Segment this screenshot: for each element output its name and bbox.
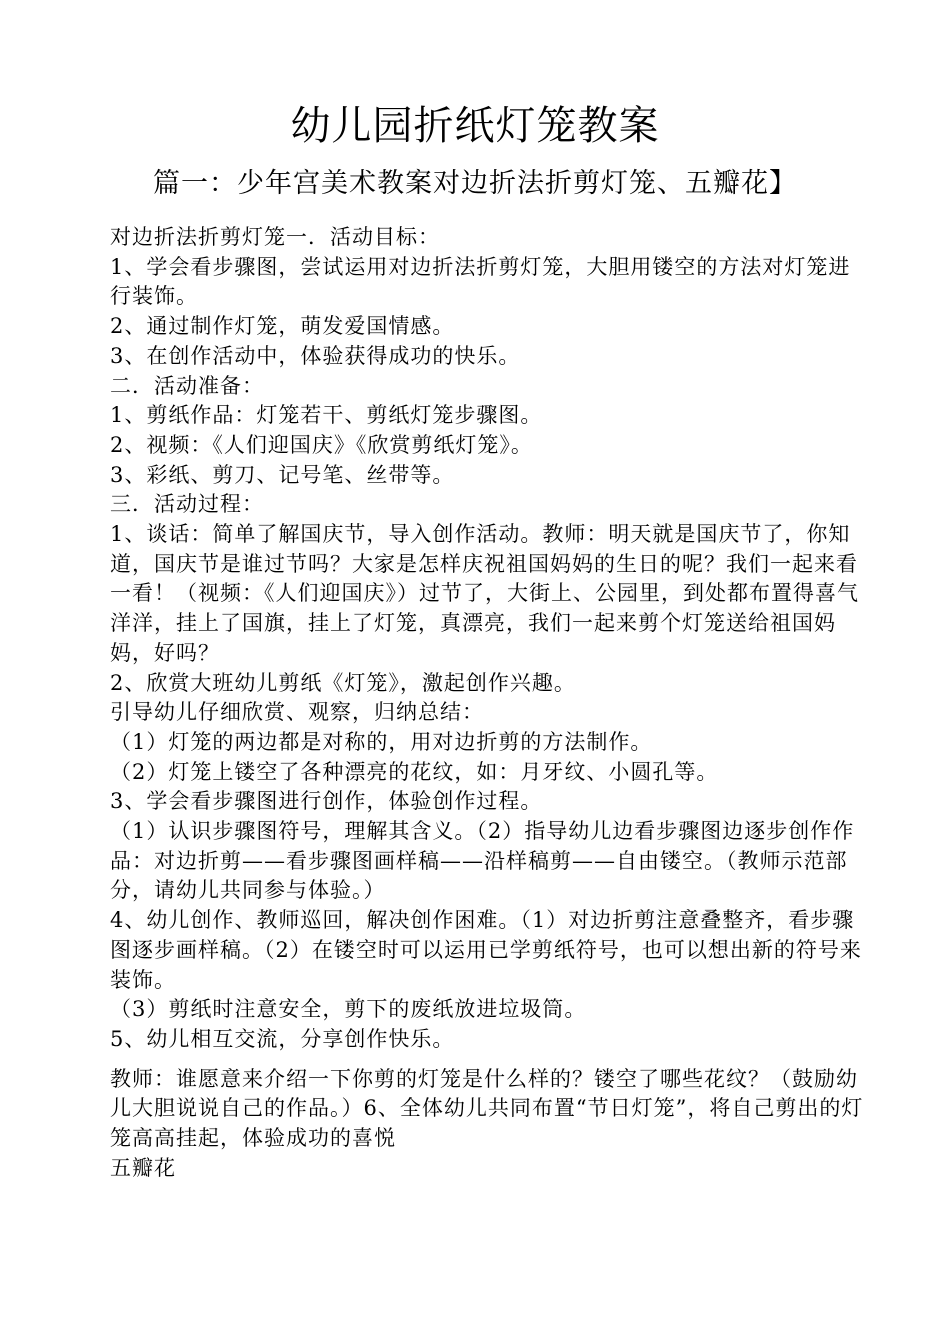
paragraph-process-5: 5、幼儿相互交流，分享创作快乐。: [110, 1026, 455, 1051]
paragraph-process-4: 4、幼儿创作、教师巡回，解决创作困难。（1）对边折剪注意叠整齐，看步骤图逐步画样稿。（2）在镂空时可以运用已学剪纸符号，也可以想出新的符号来装饰。: [110, 908, 862, 992]
paragraph-objectives-heading: 对边折法折剪灯笼一．活动目标：: [110, 225, 440, 249]
paragraph-safety: （3）剪纸时注意安全，剪下的废纸放进垃圾筒。: [110, 997, 587, 1022]
paragraph-process-heading: 三．活动过程：: [110, 492, 264, 517]
paragraph-step-diagram: （1）认识步骤图符号，理解其含义。（2）指导幼儿边看步骤图边逐步创作作品：对边折剪——看步骤图画样稿——沿样稿剪——自由镂空。（教师示范部分，请幼儿共同参与体验。）: [110, 819, 855, 903]
document-subtitle: 篇一：少年宫美术教案对边折法折剪灯笼、五瓣花】: [153, 168, 797, 199]
paragraph-process-3: 3、学会看步骤图进行创作，体验创作过程。: [110, 789, 543, 814]
paragraph-process-1: 1、谈话：简单了解国庆节，导入创作活动。教师：明天就是国庆节了，你知道，国庆节是谁过节吗？大家是怎样庆祝祖国妈妈的生日的呢？我们一起来看一看！（视频：《人们迎国庆》）过节了，大街上、公园里，到处都布置得喜气洋洋，挂上了国旗，挂上了灯笼，真漂亮，我们一起来剪个灯笼送给祖国妈妈，好吗？: [110, 522, 859, 665]
paragraph-objective-2: 2、通过制作灯笼，萌发爱国情感。: [110, 314, 455, 339]
paragraph-teacher-talk: 教师：谁愿意来介绍一下你剪的灯笼是什么样的？镂空了哪些花纹？（鼓励幼儿大胆说说自己的作品。）6、全体幼儿共同布置“节日灯笼”，将自己剪出的灯笼高高挂起，体验成功的喜悦: [110, 1066, 864, 1151]
paragraph-five-petal-flower: 五瓣花: [110, 1155, 176, 1180]
paragraph-preparation-3: 3、彩纸、剪刀、记号笔、丝带等。: [110, 462, 455, 487]
paragraph-objective-3: 3、在创作活动中，体验获得成功的快乐。: [110, 343, 521, 368]
paragraph-preparation-2: 2、视频：《人们迎国庆》《欣赏剪纸灯笼》。: [110, 432, 533, 457]
paragraph-preparation-1: 1、剪纸作品：灯笼若干、剪纸灯笼步骤图。: [110, 403, 543, 428]
document-title: 幼儿园折纸灯笼教案: [290, 103, 660, 149]
paragraph-summary-2: （2）灯笼上镂空了各种漂亮的花纹，如：月牙纹、小圆孔等。: [110, 759, 719, 784]
document-body: [110, 223, 865, 1184]
paragraph-summary-1: （1）灯笼的两边都是对称的，用对边折剪的方法制作。: [110, 729, 653, 754]
paragraph-process-2: 2、欣赏大班幼儿剪纸《灯笼》，激起创作兴趣。: [110, 670, 576, 695]
paragraph-objective-1: 1、学会看步骤图，尝试运用对边折法折剪灯笼，大胆用镂空的方法对灯笼进行装饰。: [110, 254, 851, 309]
paragraph-guide-summary: 引导幼儿仔细欣赏、观察，归纳总结：: [110, 700, 484, 725]
paragraph-preparation-heading: 二．活动准备：: [110, 373, 264, 398]
